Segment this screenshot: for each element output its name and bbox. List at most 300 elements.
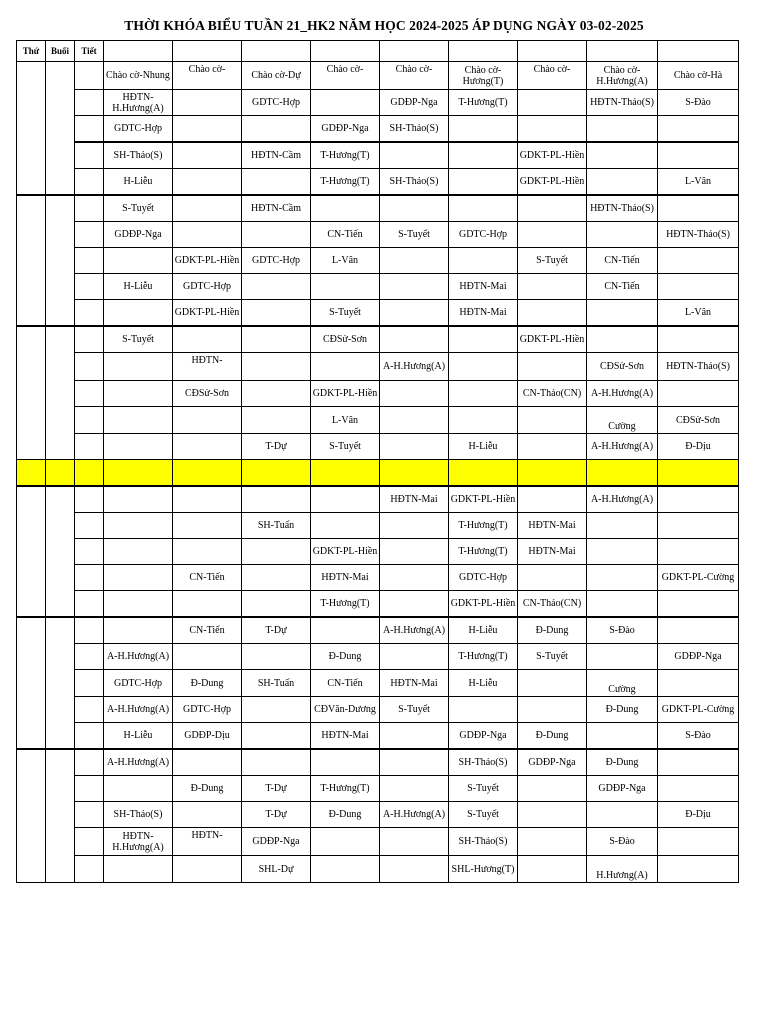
schedule-cell — [518, 407, 587, 434]
schedule-cell — [518, 300, 587, 327]
schedule-cell — [104, 381, 173, 407]
schedule-cell: CĐSử-Sơn — [311, 326, 380, 353]
schedule-cell — [518, 353, 587, 381]
schedule-cell — [518, 116, 587, 143]
schedule-cell — [518, 697, 587, 723]
schedule-cell — [449, 460, 518, 487]
schedule-cell — [380, 381, 449, 407]
schedule-cell — [658, 460, 739, 487]
schedule-cell: S-Tuyết — [380, 697, 449, 723]
schedule-cell — [173, 222, 242, 248]
schedule-cell: A-H.Hương(A) — [380, 802, 449, 828]
schedule-cell — [518, 274, 587, 300]
schedule-cell — [104, 776, 173, 802]
schedule-cell — [587, 591, 658, 618]
day-cell — [17, 617, 46, 749]
page-title: THỜI KHÓA BIỂU TUẦN 21_HK2 NĂM HỌC 2024-2025 ÁP DỤNG NGÀY 03-02-2025 — [124, 18, 644, 33]
schedule-cell — [518, 828, 587, 856]
schedule-cell: GDKT-PL-Hiền — [518, 326, 587, 353]
schedule-cell: SHL-Dự — [242, 856, 311, 883]
period-cell — [75, 644, 104, 670]
schedule-cell: H.Hương(A) — [587, 856, 658, 883]
schedule-cell — [658, 776, 739, 802]
schedule-cell — [104, 300, 173, 327]
table-row — [17, 513, 739, 539]
table-row — [17, 353, 739, 381]
header-class-7 — [587, 41, 658, 62]
day-cell — [17, 326, 46, 460]
schedule-cell: CN-Thảo(CN) — [518, 381, 587, 407]
schedule-cell: SH-Thảo(S) — [380, 169, 449, 196]
schedule-cell: Chào cờ-Nhung — [104, 62, 173, 90]
schedule-cell: HĐTN-Mai — [449, 274, 518, 300]
schedule-cell — [658, 856, 739, 883]
schedule-cell — [658, 195, 739, 222]
schedule-cell: Đ-Dịu — [658, 434, 739, 460]
schedule-cell — [380, 828, 449, 856]
schedule-cell: S-Tuyết — [380, 222, 449, 248]
schedule-cell — [242, 591, 311, 618]
header-class-0 — [104, 41, 173, 62]
schedule-cell — [242, 644, 311, 670]
day-cell — [17, 460, 46, 487]
header-class-5 — [449, 41, 518, 62]
schedule-cell — [587, 169, 658, 196]
schedule-cell — [173, 513, 242, 539]
schedule-cell: CĐVăn-Dương — [311, 697, 380, 723]
schedule-cell: A-H.Hương(A) — [587, 434, 658, 460]
schedule-cell — [518, 434, 587, 460]
schedule-cell — [242, 486, 311, 513]
schedule-cell: HĐTN-Cầm — [242, 142, 311, 169]
schedule-cell — [449, 407, 518, 434]
schedule-cell: GDTC-Hợp — [449, 565, 518, 591]
schedule-cell: SH-Tuấn — [242, 670, 311, 697]
schedule-cell: Đ-Dung — [587, 697, 658, 723]
schedule-cell: GDKT-PL-Cường — [658, 565, 739, 591]
day-cell — [17, 195, 46, 326]
schedule-cell: H-Liễu — [449, 617, 518, 644]
header-class-1 — [173, 41, 242, 62]
period-cell — [75, 513, 104, 539]
schedule-cell — [242, 749, 311, 776]
period-cell — [75, 460, 104, 487]
schedule-cell: Đ-Dịu — [658, 802, 739, 828]
schedule-cell: CĐSử-Sơn — [587, 353, 658, 381]
table-row — [17, 142, 739, 169]
schedule-cell — [518, 776, 587, 802]
session-cell — [46, 460, 75, 487]
schedule-cell: T-Hương(T) — [449, 513, 518, 539]
schedule-cell: SH-Thảo(S) — [104, 802, 173, 828]
header-class-4 — [380, 41, 449, 62]
schedule-cell: Chào cờ- — [311, 62, 380, 90]
schedule-cell — [173, 434, 242, 460]
schedule-cell: GDKT-PL-Hiền — [449, 591, 518, 618]
table-row — [17, 697, 739, 723]
schedule-cell — [173, 142, 242, 169]
schedule-cell — [311, 90, 380, 116]
schedule-cell: Đ-Dung — [311, 644, 380, 670]
schedule-cell: CN-Tiến — [587, 274, 658, 300]
period-cell — [75, 776, 104, 802]
schedule-cell: GDĐP-Dịu — [173, 723, 242, 750]
schedule-cell: T-Dự — [242, 776, 311, 802]
schedule-cell — [380, 407, 449, 434]
schedule-cell — [311, 828, 380, 856]
schedule-cell — [587, 539, 658, 565]
period-cell — [75, 565, 104, 591]
schedule-cell: S-Tuyết — [104, 195, 173, 222]
schedule-cell: SH-Tuấn — [242, 513, 311, 539]
schedule-cell: S-Đào — [658, 90, 739, 116]
schedule-cell — [104, 565, 173, 591]
schedule-cell — [173, 326, 242, 353]
schedule-cell: GDTC-Hợp — [242, 248, 311, 274]
schedule-cell — [104, 513, 173, 539]
schedule-cell: T-Hương(T) — [449, 539, 518, 565]
period-cell — [75, 300, 104, 327]
schedule-cell — [658, 274, 739, 300]
schedule-cell: Cường — [587, 670, 658, 697]
table-row — [17, 670, 739, 697]
schedule-cell — [658, 486, 739, 513]
schedule-cell — [311, 195, 380, 222]
schedule-cell — [242, 565, 311, 591]
schedule-cell: S-Tuyết — [518, 248, 587, 274]
schedule-cell: T-Dự — [242, 802, 311, 828]
schedule-cell: CĐSử-Sơn — [658, 407, 739, 434]
schedule-cell: A-H.Hương(A) — [380, 353, 449, 381]
period-cell — [75, 274, 104, 300]
schedule-cell: GDKT-PL-Cường — [658, 697, 739, 723]
schedule-cell: H-Liễu — [449, 434, 518, 460]
schedule-cell — [104, 353, 173, 381]
schedule-cell: GDTC-Hợp — [242, 90, 311, 116]
schedule-cell — [587, 513, 658, 539]
schedule-cell — [242, 274, 311, 300]
schedule-cell: Đ-Dung — [518, 723, 587, 750]
schedule-cell — [311, 513, 380, 539]
schedule-cell — [518, 222, 587, 248]
schedule-cell: T-Dự — [242, 434, 311, 460]
schedule-cell: GDĐP-Nga — [518, 749, 587, 776]
schedule-cell: GDĐP-Nga — [104, 222, 173, 248]
schedule-cell — [242, 353, 311, 381]
table-row — [17, 749, 739, 776]
schedule-cell — [449, 381, 518, 407]
day-cell — [17, 486, 46, 617]
schedule-cell: HĐTN-Mai — [311, 565, 380, 591]
schedule-cell — [380, 248, 449, 274]
period-cell — [75, 62, 104, 90]
schedule-cell: SHL-Hương(T) — [449, 856, 518, 883]
schedule-cell — [173, 591, 242, 618]
schedule-cell: GDKT-PL-Hiền — [311, 381, 380, 407]
schedule-cell: H-Liễu — [104, 274, 173, 300]
schedule-cell: T-Hương(T) — [311, 169, 380, 196]
schedule-cell: GDKT-PL-Hiền — [518, 169, 587, 196]
schedule-cell — [658, 591, 739, 618]
table-row — [17, 539, 739, 565]
schedule-cell: A-H.Hương(A) — [380, 617, 449, 644]
schedule-cell: H-Liễu — [104, 169, 173, 196]
table-row — [17, 300, 739, 327]
schedule-cell — [380, 565, 449, 591]
schedule-cell: HĐTN-Thảo(S) — [658, 222, 739, 248]
schedule-cell — [380, 434, 449, 460]
schedule-cell — [518, 856, 587, 883]
schedule-cell — [104, 617, 173, 644]
schedule-cell: S-Tuyết — [449, 802, 518, 828]
table-row — [17, 776, 739, 802]
schedule-cell: HĐTN-H.Hương(A) — [104, 90, 173, 116]
schedule-cell — [173, 195, 242, 222]
period-cell — [75, 222, 104, 248]
schedule-cell: Chào cờ-H.Hương(A) — [587, 62, 658, 90]
schedule-cell — [380, 195, 449, 222]
schedule-cell — [380, 300, 449, 327]
schedule-cell: HĐTN-Mai — [380, 486, 449, 513]
schedule-cell — [380, 776, 449, 802]
schedule-cell — [173, 169, 242, 196]
schedule-cell — [173, 460, 242, 487]
schedule-cell — [587, 222, 658, 248]
schedule-cell: CN-Tiến — [173, 565, 242, 591]
schedule-cell — [587, 723, 658, 750]
schedule-cell: S-Tuyết — [449, 776, 518, 802]
schedule-cell — [380, 539, 449, 565]
schedule-cell: S-Tuyết — [104, 326, 173, 353]
period-cell — [75, 326, 104, 353]
schedule-cell — [173, 749, 242, 776]
schedule-cell — [104, 407, 173, 434]
schedule-cell: H-Liễu — [449, 670, 518, 697]
schedule-cell: Chào cờ-Dự — [242, 62, 311, 90]
period-cell — [75, 697, 104, 723]
period-cell — [75, 169, 104, 196]
session-cell — [46, 486, 75, 617]
schedule-cell — [658, 539, 739, 565]
session-cell — [46, 749, 75, 883]
schedule-cell — [104, 539, 173, 565]
schedule-cell — [173, 486, 242, 513]
schedule-cell — [587, 116, 658, 143]
schedule-cell — [658, 116, 739, 143]
schedule-cell: SH-Thảo(S) — [449, 749, 518, 776]
schedule-cell — [518, 195, 587, 222]
schedule-cell: S-Đào — [587, 828, 658, 856]
schedule-cell — [242, 222, 311, 248]
table-row — [17, 565, 739, 591]
schedule-cell: GDTC-Hợp — [449, 222, 518, 248]
table-row — [17, 802, 739, 828]
schedule-cell — [658, 513, 739, 539]
schedule-cell: T-Hương(T) — [449, 90, 518, 116]
period-cell — [75, 617, 104, 644]
period-cell — [75, 539, 104, 565]
schedule-cell — [311, 856, 380, 883]
schedule-cell: GDĐP-Nga — [380, 90, 449, 116]
schedule-cell: HĐTN- — [173, 353, 242, 381]
schedule-cell: GDTC-Hợp — [173, 274, 242, 300]
schedule-cell — [380, 856, 449, 883]
schedule-cell: GDKT-PL-Hiền — [518, 142, 587, 169]
table-row — [17, 407, 739, 434]
period-cell — [75, 353, 104, 381]
schedule-cell: L-Vân — [311, 407, 380, 434]
schedule-cell — [104, 591, 173, 618]
schedule-cell — [518, 802, 587, 828]
schedule-cell: HĐTN-Mai — [449, 300, 518, 327]
schedule-cell — [380, 591, 449, 618]
schedule-cell: GDKT-PL-Hiền — [311, 539, 380, 565]
schedule-cell — [311, 486, 380, 513]
schedule-cell: A-H.Hương(A) — [104, 749, 173, 776]
schedule-cell: CN-Tiến — [587, 248, 658, 274]
schedule-cell — [658, 381, 739, 407]
schedule-cell — [658, 617, 739, 644]
schedule-cell — [449, 116, 518, 143]
table-row — [17, 617, 739, 644]
schedule-cell: GDKT-PL-Hiền — [449, 486, 518, 513]
period-cell — [75, 828, 104, 856]
schedule-cell: GDKT-PL-Hiền — [173, 300, 242, 327]
schedule-cell — [104, 248, 173, 274]
table-row — [17, 326, 739, 353]
period-cell — [75, 749, 104, 776]
day-cell — [17, 749, 46, 883]
schedule-cell — [173, 116, 242, 143]
period-cell — [75, 670, 104, 697]
schedule-cell — [104, 486, 173, 513]
schedule-cell — [518, 565, 587, 591]
schedule-cell: A-H.Hương(A) — [587, 486, 658, 513]
schedule-cell: S-Đào — [587, 617, 658, 644]
schedule-cell — [518, 460, 587, 487]
schedule-cell — [104, 460, 173, 487]
schedule-cell — [242, 326, 311, 353]
schedule-cell: S-Tuyết — [311, 434, 380, 460]
schedule-cell — [311, 617, 380, 644]
table-row — [17, 381, 739, 407]
schedule-cell: HĐTN-Mai — [380, 670, 449, 697]
header-class-8 — [658, 41, 739, 62]
schedule-cell — [242, 116, 311, 143]
header-class-6 — [518, 41, 587, 62]
schedule-cell — [449, 326, 518, 353]
schedule-cell — [380, 749, 449, 776]
schedule-cell — [380, 644, 449, 670]
schedule-cell: H-Liễu — [104, 723, 173, 750]
schedule-cell — [587, 565, 658, 591]
schedule-cell — [242, 460, 311, 487]
schedule-cell — [173, 802, 242, 828]
period-cell — [75, 142, 104, 169]
schedule-cell — [658, 142, 739, 169]
table-row — [17, 828, 739, 856]
schedule-cell — [518, 90, 587, 116]
schedule-cell: L-Vân — [658, 300, 739, 327]
schedule-cell: T-Dự — [242, 617, 311, 644]
schedule-cell: S-Tuyết — [518, 644, 587, 670]
schedule-cell — [658, 828, 739, 856]
schedule-cell: HĐTN- — [173, 828, 242, 856]
schedule-cell — [380, 326, 449, 353]
period-cell — [75, 434, 104, 460]
schedule-cell — [587, 644, 658, 670]
table-row — [17, 274, 739, 300]
schedule-cell — [587, 300, 658, 327]
table-row — [17, 644, 739, 670]
schedule-cell — [449, 142, 518, 169]
header-class-2 — [242, 41, 311, 62]
timetable — [16, 40, 739, 883]
schedule-cell: T-Hương(T) — [449, 644, 518, 670]
period-cell — [75, 856, 104, 883]
table-row — [17, 62, 739, 90]
schedule-cell — [380, 142, 449, 169]
schedule-cell — [380, 460, 449, 487]
period-cell — [75, 802, 104, 828]
schedule-cell — [518, 670, 587, 697]
schedule-cell — [242, 697, 311, 723]
table-row — [17, 723, 739, 750]
schedule-cell: SH-Thảo(S) — [104, 142, 173, 169]
schedule-cell: Chào cờ-Hương(T) — [449, 62, 518, 90]
table-row — [17, 856, 739, 883]
table-row — [17, 460, 739, 487]
schedule-cell: A-H.Hương(A) — [104, 644, 173, 670]
schedule-cell — [380, 513, 449, 539]
schedule-cell: CN-Tiến — [173, 617, 242, 644]
table-row — [17, 169, 739, 196]
schedule-cell — [587, 142, 658, 169]
schedule-cell: GDĐP-Nga — [449, 723, 518, 750]
schedule-cell: T-Hương(T) — [311, 142, 380, 169]
period-cell — [75, 486, 104, 513]
schedule-cell: HĐTN-H.Hương(A) — [104, 828, 173, 856]
schedule-cell — [173, 644, 242, 670]
schedule-cell: CĐSử-Sơn — [173, 381, 242, 407]
schedule-cell — [104, 856, 173, 883]
schedule-cell: SH-Thảo(S) — [380, 116, 449, 143]
schedule-cell — [311, 274, 380, 300]
schedule-cell — [449, 195, 518, 222]
period-cell — [75, 591, 104, 618]
schedule-cell: Đ-Dung — [587, 749, 658, 776]
header-session: Buổi — [46, 41, 75, 62]
schedule-cell: GDĐP-Nga — [242, 828, 311, 856]
schedule-cell: S-Tuyết — [311, 300, 380, 327]
schedule-cell — [658, 326, 739, 353]
schedule-cell — [380, 274, 449, 300]
schedule-cell — [242, 300, 311, 327]
schedule-cell — [104, 434, 173, 460]
period-cell — [75, 723, 104, 750]
schedule-cell: HĐTN-Thảo(S) — [587, 195, 658, 222]
schedule-cell: HĐTN-Mai — [311, 723, 380, 750]
schedule-cell — [449, 353, 518, 381]
period-cell — [75, 116, 104, 143]
session-cell — [46, 617, 75, 749]
session-cell — [46, 195, 75, 326]
schedule-cell — [311, 749, 380, 776]
schedule-cell: Chào cờ- — [380, 62, 449, 90]
schedule-cell: T-Hương(T) — [311, 591, 380, 618]
schedule-cell: CN-Tiến — [311, 670, 380, 697]
period-cell — [75, 407, 104, 434]
